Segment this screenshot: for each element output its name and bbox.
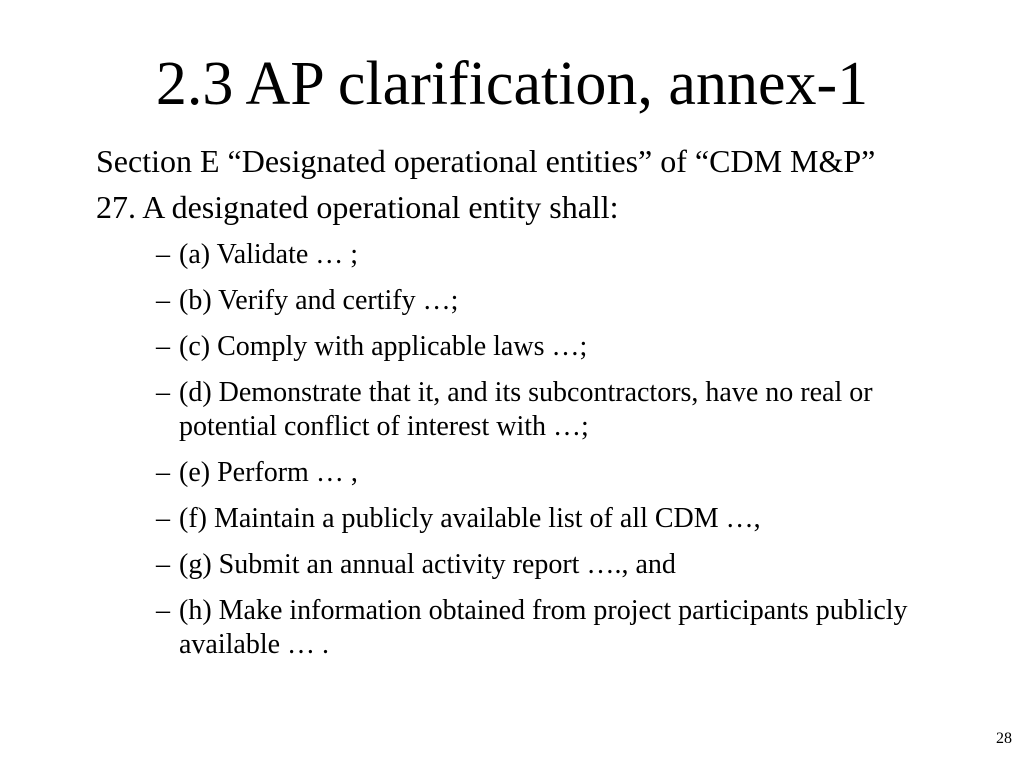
page-number: 28	[996, 730, 1012, 747]
list-item-text: (b) Verify and certify …;	[179, 285, 459, 316]
list-item	[96, 456, 976, 490]
list-item-text: (g) Submit an annual activity report …., and	[179, 549, 676, 580]
list-item	[96, 502, 976, 536]
list-item	[96, 330, 976, 364]
section-heading: Section E “Designated operational entities” of “CDM M&P”	[96, 143, 876, 179]
dash-bullet-icon: –	[156, 239, 170, 270]
list-item-text: (d) Demonstrate that it, and its subcontractors, have no real or potential conflict of interest with …;	[179, 377, 873, 442]
list-item-text: (e) Perform … ,	[179, 457, 358, 488]
slide-title: 2.3 AP clarification, annex-1	[155, 50, 869, 118]
list-item	[96, 548, 976, 582]
list-item-text: (a) Validate … ;	[179, 239, 359, 270]
slide-body	[96, 142, 976, 674]
dash-bullet-icon: –	[156, 595, 170, 626]
list-item-text: (h) Make information obtained from project participants publicly available … .	[179, 595, 908, 660]
dash-bullet-icon: –	[156, 331, 170, 362]
dash-bullet-icon: –	[156, 285, 170, 316]
sub-item-list	[96, 238, 976, 662]
dash-bullet-icon: –	[156, 457, 170, 488]
dash-bullet-icon: –	[156, 549, 170, 580]
list-item-text: (f) Maintain a publicly available list of all CDM …,	[179, 503, 761, 534]
list-item	[96, 376, 976, 444]
lead-item: 27. A designated operational entity shall:	[96, 189, 619, 225]
dash-bullet-icon: –	[156, 377, 170, 408]
list-item	[96, 284, 976, 318]
list-item	[96, 238, 976, 272]
dash-bullet-icon: –	[156, 503, 170, 534]
list-item-text: (c) Comply with applicable laws …;	[179, 331, 588, 362]
list-item	[96, 594, 976, 662]
